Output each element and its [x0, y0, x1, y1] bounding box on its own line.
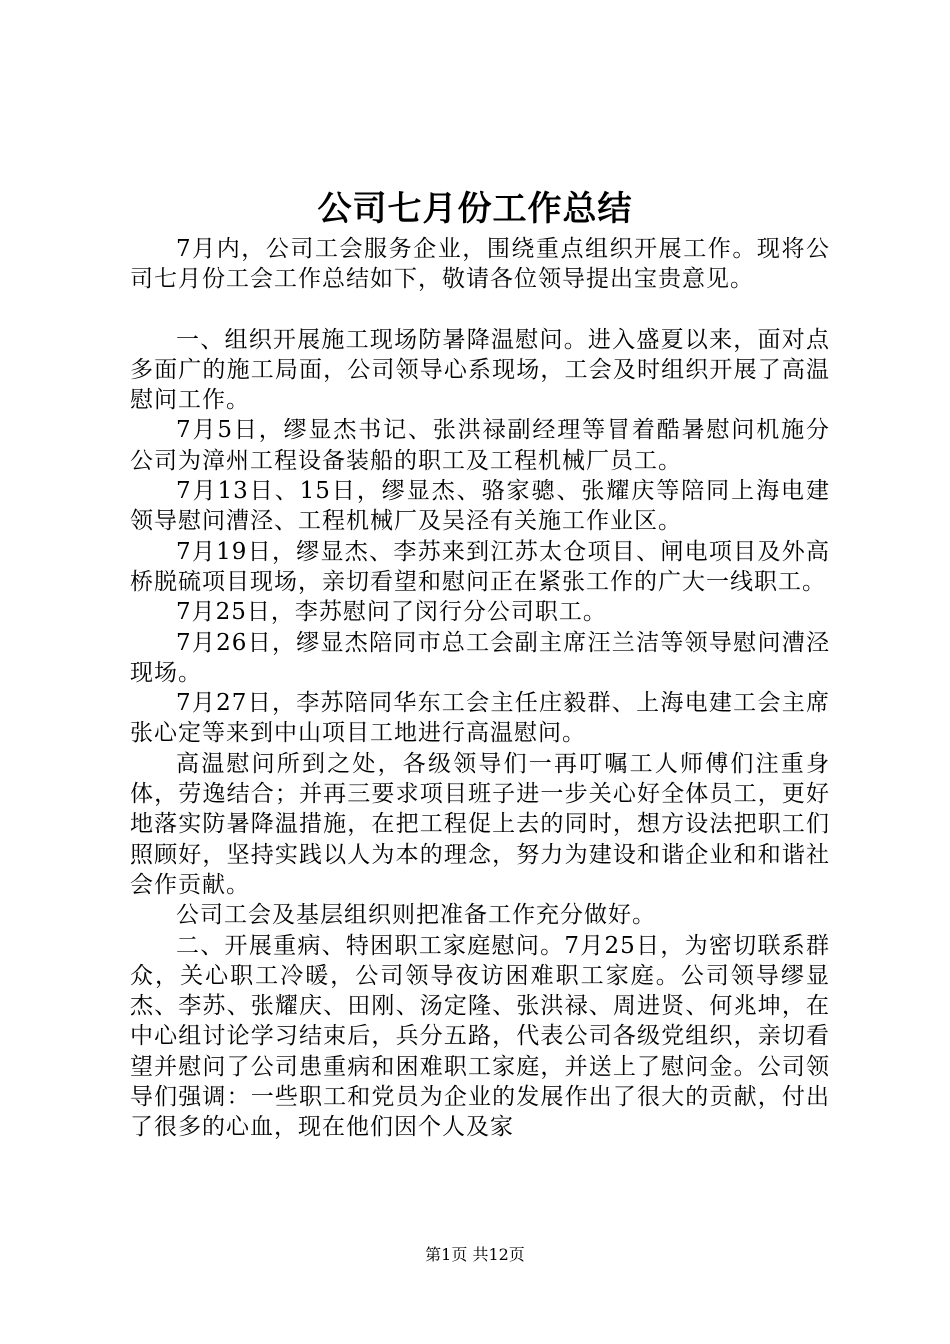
page-footer: 第1页 共12页 — [425, 1245, 525, 1264]
document-title: 公司七月份工作总结 — [317, 189, 633, 229]
paragraph-july-13: 7月13日、15日，缪显杰、骆家骢、张耀庆等陪同上海电建领导慰问漕泾、工程机械厂及吴泾有关施工作业区。 — [130, 478, 830, 535]
paragraph-summary: 高温慰问所到之处，各级领导们一再叮嘱工人师傅们注重身体，劳逸结合；并再三要求项目班子进一步关心好全体员工，更好地落实防暑降温措施，在把工程促上去的同时，想方设法把职工们照顾好，坚持实践以人为本的理念，努力为建设和谐企业和和谐社会作贡献。 — [130, 750, 830, 898]
paragraph-preparation: 公司工会及基层组织则把准备工作充分做好。 — [176, 902, 656, 929]
paragraph-intro: 7月内，公司工会服务企业，围绕重点组织开展工作。现将公司七月份工会工作总结如下，敬请各位领导提出宝贵意见。 — [130, 236, 830, 293]
paragraph-section-2: 二、开展重病、特困职工家庭慰问。7月25日，为密切联系群众，关心职工冷暖，公司领导夜访困难职工家庭。公司领导缪显杰、李苏、张耀庆、田刚、汤定隆、张洪禄、周进贤、何兆坤，在中心组讨论学习结束后，兵分五路，代表公司各级党组织，亲切看望并慰问了公司患重病和困难职工家庭，并送上了慰问金。公司领导们强调：一些职工和党员为企业的发展作出了很大的贡献，付出了很多的心血，现在他们因个人及家 — [130, 932, 830, 1141]
paragraph-section-1: 一、组织开展施工现场防暑降温慰问。进入盛夏以来，面对点多面广的施工局面，公司领导心系现场，工会及时组织开展了高温慰问工作。 — [130, 326, 830, 414]
paragraph-july-26: 7月26日，缪显杰陪同市总工会副主席汪兰洁等领导慰问漕泾现场。 — [130, 629, 830, 686]
document-body — [130, 234, 830, 1143]
paragraph-july-27: 7月27日，李苏陪同华东工会主任庄毅群、上海电建工会主席张心定等来到中山项目工地进行高温慰问。 — [130, 690, 830, 747]
paragraph-july-19: 7月19日，缪显杰、李苏来到江苏太仓项目、闸电项目及外高桥脱硫项目现场，亲切看望和慰问正在紧张工作的广大一线职工。 — [130, 538, 830, 595]
paragraph-july-5: 7月5日，缪显杰书记、张洪禄副经理等冒着酷暑慰问机施分公司为漳州工程设备装船的职工及工程机械厂员工。 — [130, 417, 830, 474]
paragraph-july-25: 7月25日，李苏慰问了闵行分公司职工。 — [176, 599, 607, 626]
